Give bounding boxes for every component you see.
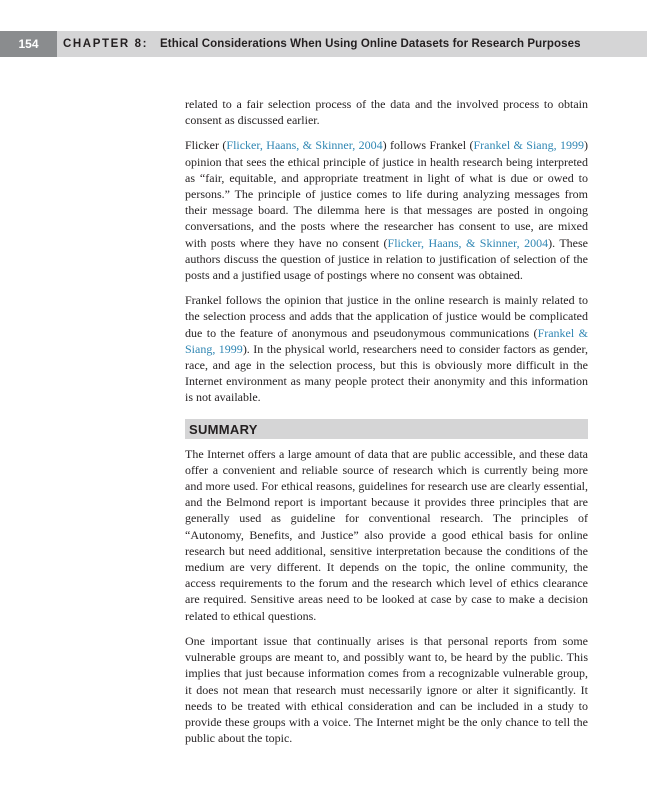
paragraph-2 [185, 137, 588, 283]
chapter-title: Ethical Considerations When Using Online Datasets for Research Purposes [160, 38, 581, 50]
paragraph-text: Frankel follows the opinion that justice in the online research is mainly related to the selection process and adds that the application of justice would be complicated due to the feature of anonymous and pseudonymous communications ( [185, 293, 588, 340]
paragraph-text: related to a fair selection process of the data and the involved process to obtain consent as discussed earlier. [185, 97, 588, 128]
page-body [185, 96, 588, 755]
summary-heading: SUMMARY [185, 419, 588, 439]
chapter-heading-bar [57, 31, 647, 57]
citation-link[interactable]: Frankel & Siang, 1999 [185, 325, 588, 356]
paragraph-1 [185, 96, 588, 128]
paragraph-text: ) opinion that sees the ethical principle of justice in health research being interpreted as “fair, equitable, and appropriate treatment in light of what is due or owed to persons.” The principle of justice comes to life during analyzing messages from their message board. The dilemma here is that messages are posted in ongoing conversations, and the posts where the researcher has consent to use, are mixed with posts where they have no consent ( [185, 138, 589, 250]
summary-paragraph-2: One important issue that continually arises is that personal reports from some vulnerable groups are meant to, and possibly want to, be heard by the public. This implies that just because information comes from a recognizable vulnerable group, it does not mean that research must necessarily ignore or alter it significantly. It needs to be treated with ethical consideration and can be included in a study to provide these groups with a voice. The Internet might be the only chance to tell the public about the topic. [185, 633, 588, 746]
page-number: 154 [0, 31, 57, 57]
chapter-label: CHAPTER 8: [63, 38, 149, 50]
paragraph-3 [185, 292, 588, 405]
paragraph-text: ) follows Frankel ( [382, 138, 474, 153]
paragraph-text: Flicker ( [185, 138, 227, 153]
citation-link[interactable]: Flicker, Haans, & Skinner, 2004 [387, 235, 549, 250]
citation-link[interactable]: Flicker, Haans, & Skinner, 2004 [226, 138, 383, 153]
citation-link[interactable]: Frankel & Siang, 1999 [473, 138, 585, 153]
paragraph-text: ). In the physical world, researchers need to consider factors as gender, race, and age in the selection process, but this is obviously more difficult in the Internet environment as many people protect their anonymity and this information is not available. [185, 341, 588, 405]
running-header [0, 31, 647, 57]
summary-paragraph-1: The Internet offers a large amount of data that are public accessible, and these data offer a convenient and reliable source of research which is currently being more and more used. For ethical reasons, guidelines for research use are clearly essential, and the Belmond report is important because it provides three principles that are generally used as guideline for conventional research. The principles of “Autonomy, Benefits, and Justice” also provide a good ethical basis for online research but need additional, sensitive interpretation because the conditions of the medium are very different. It depends on the topic, the online community, the access requirements to the forum and the research which level of ethics clearance are required. Sensitive areas need to be looked at case by case to make a decision related to ethical questions. [185, 446, 588, 623]
paragraph-text: ). These authors discuss the question of justice in relation to justification of selection of the posts and a justified usage of postings where no consent was obtained. [185, 235, 588, 283]
